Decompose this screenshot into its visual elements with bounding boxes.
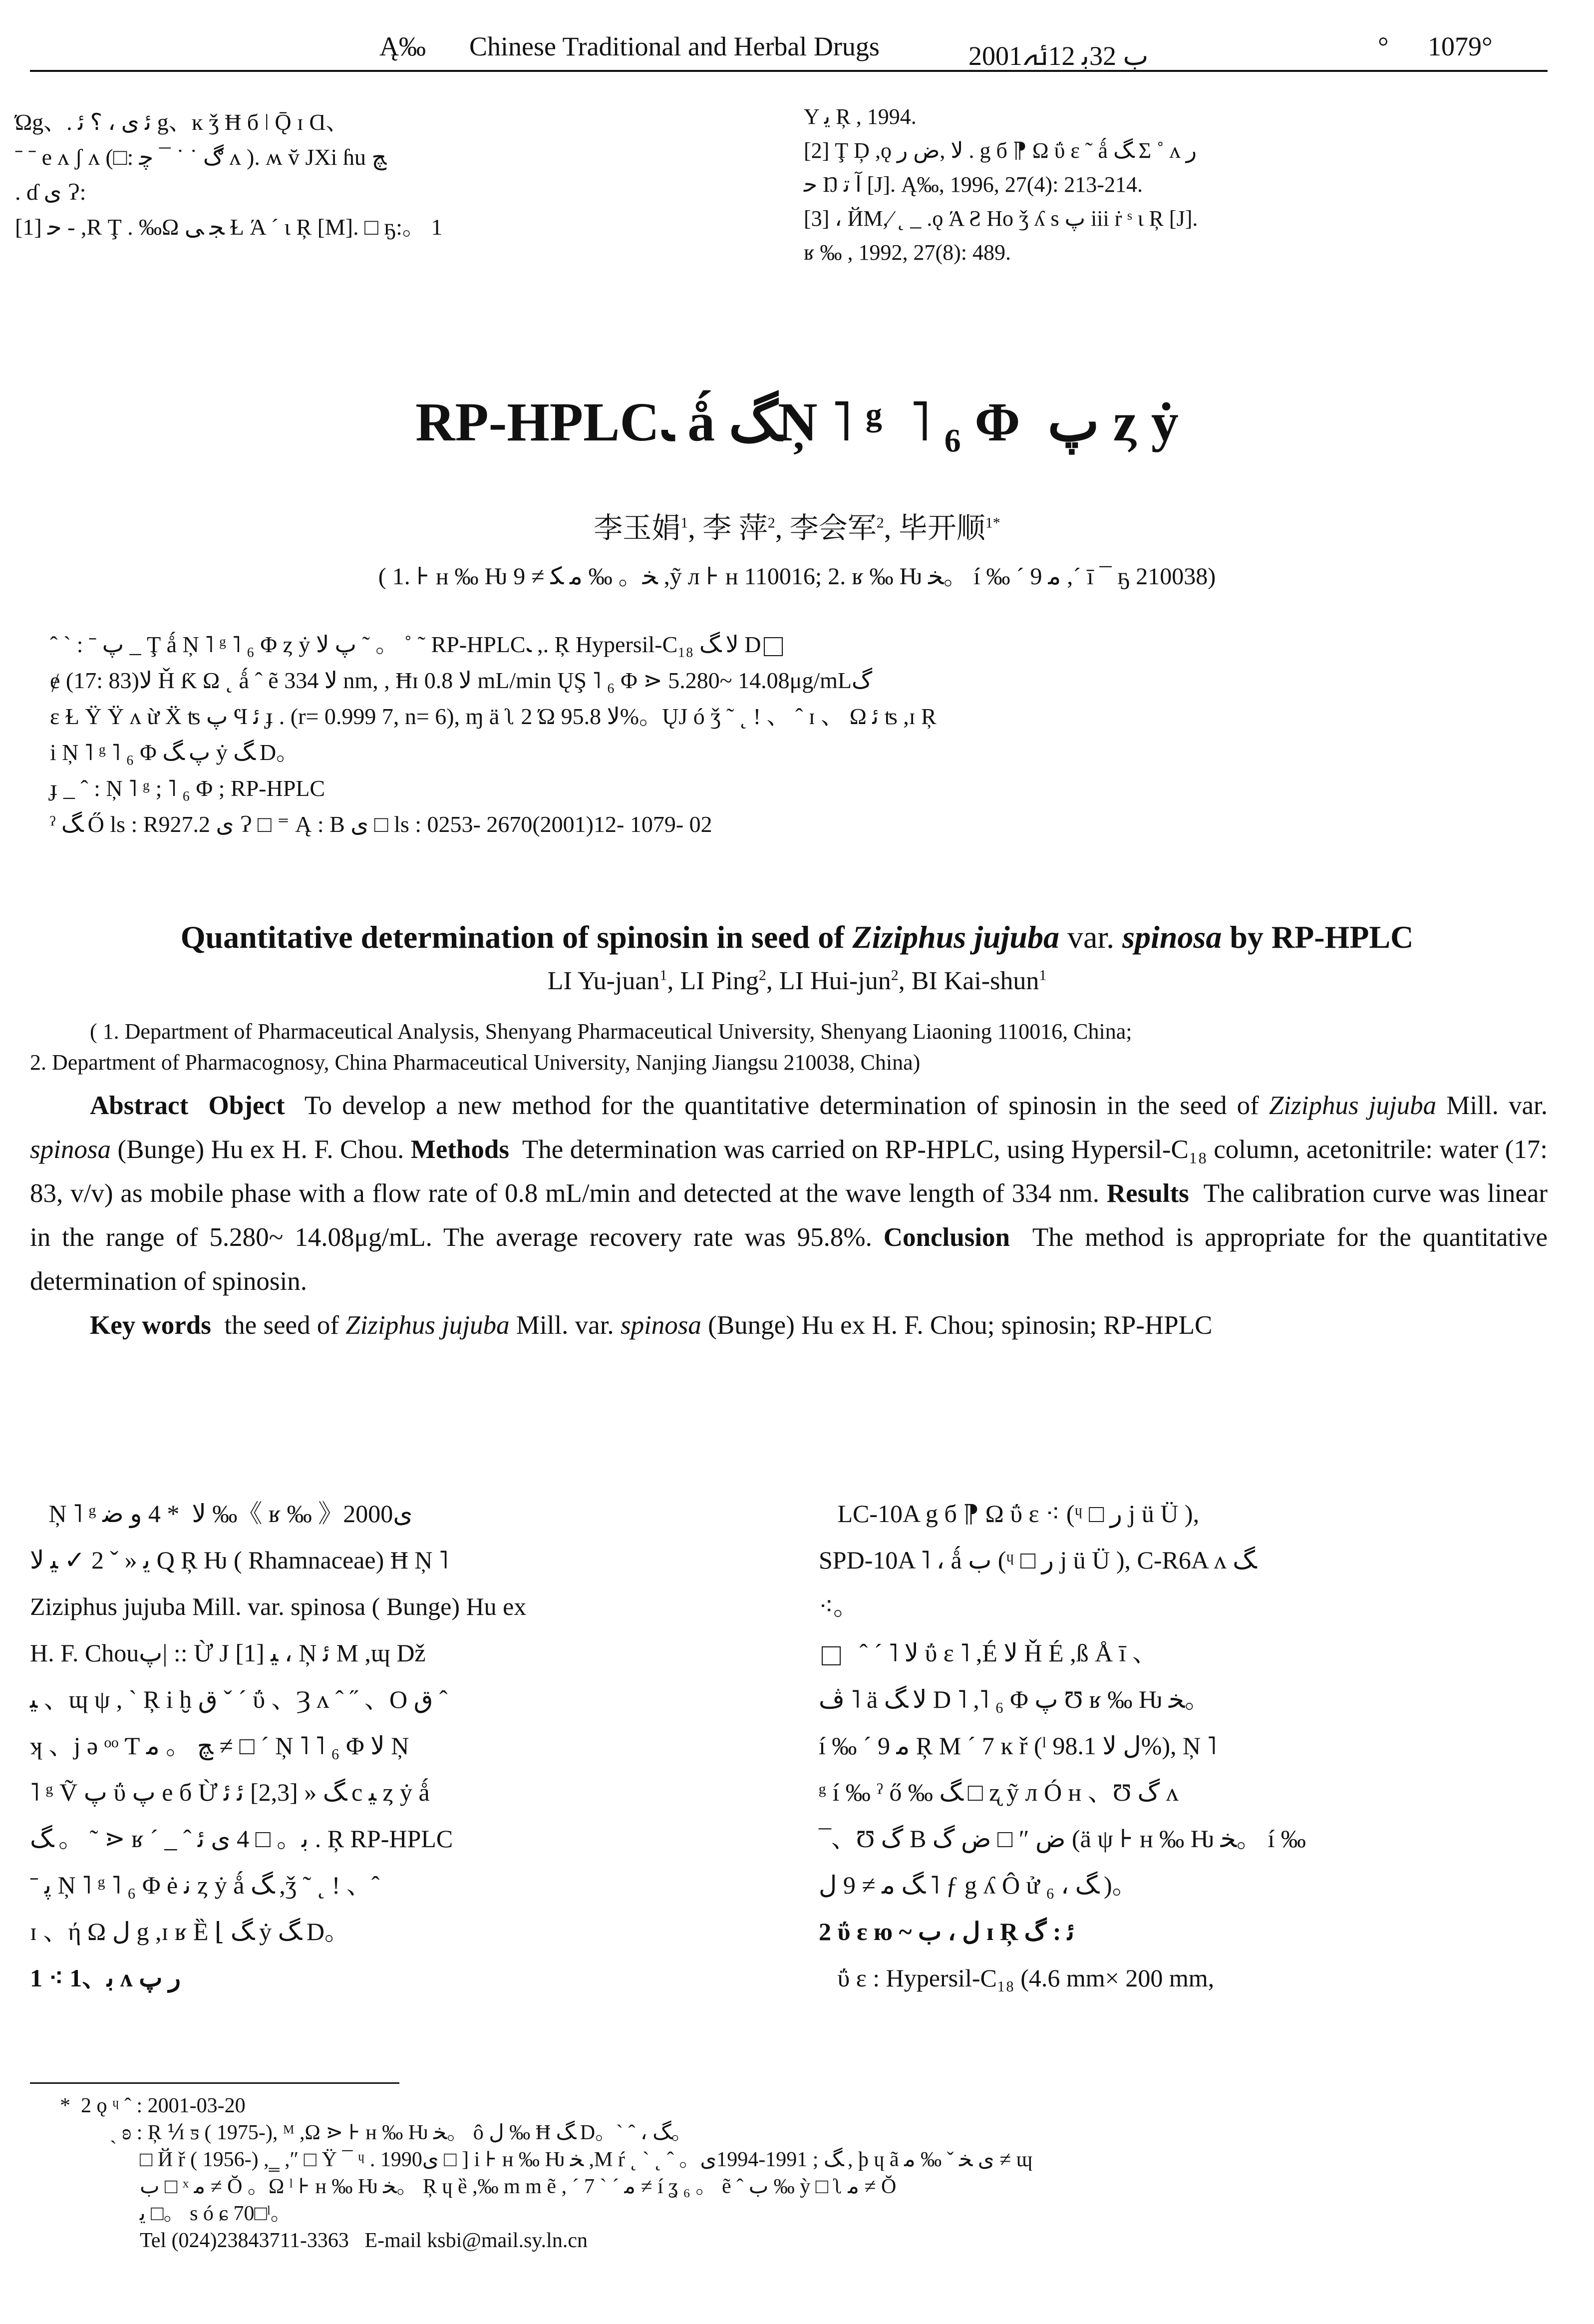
- top-left-block: [15, 105, 764, 245]
- footnote-line: □ Й ř ( 1956-) ,‗ ,″ □ Ÿ ¯ ᶣ . 1990ﻯ □ ] i ⊦ ʜ ‰ Ƕ ﺨ ,M ŕ ˛ ˋ ˛ ˆ 。ﮓ ; 1991-1994ﻯ , þ ɥ ã ی ﺨ ˇ ‰ ﻣ ≠ ɰ: [140, 2148, 1033, 2171]
- abstract-line: ˆ ˋ : ˉ ﭖ _ Ţ ǻ Ņ ˥ ᵍ ˥ ₆ Φ ȥ ẏ ﭖ ﻻ ˜ 。 ˚ ˜ RP-HPLCﹳ ,. Ŗ Hypersil-C₁₈ ﻻ ﮓ D: [50, 627, 1548, 663]
- abstract-line: ɇ (17: 83)ﻻ Ȟ Ƙ Ω ˛ ǻ ˆ ẽ ﻻ 334 nm, , Ħɪ ﻻ 0.8 mL/min ŲŞ ˥ ₆ Φ ⋗ 5.280~ 14.08μg/mLﮒ: [50, 668, 873, 693]
- affiliation-mark: 2: [891, 967, 899, 984]
- species-name: Ziziphus jujuba: [345, 1311, 510, 1340]
- results-text: The calibration curve was linear in the range of 5.280~ 14.08μg/mL. The average recovery rate was 95.8%.: [30, 1179, 1548, 1252]
- body-line: ﭪ ˥ ä ﻻ ﮓ D ˥ ,˥ ₆ Φ ﭖ Ʊ ʁ ‰ Ƕ ﺨ。: [819, 1685, 1210, 1713]
- body-line: LC-10A g б ⁋ Ω ΰ ɛ ⁖ (ᶣ □ ﺭ j ü Ü ),: [819, 1500, 1200, 1528]
- contact-line: Tel (024)23843711-3363 E-mail ksbi@mail.sy.ln.cn: [140, 2229, 588, 2252]
- keywords-label: Key words: [90, 1311, 211, 1340]
- affiliation-mark: 1*: [985, 514, 1000, 531]
- chinese-affiliation: ( 1. ⊦ ʜ ‰ Ƕ ﺨ。 ‰ ﻣ ﮑ ≠ 9 ,ỹ л ⊦ ʜ 110016; 2. ʁ ‰ Ƕ ﺨ。 í ‰ ˊ ﻣ 9 ,ˊ ī ¯ ҕ 210038): [378, 563, 1216, 590]
- affiliation-mark: 1: [659, 967, 667, 984]
- affiliation-mark: 1: [1039, 967, 1047, 984]
- keywords-line: ɟ _ ˆ : Ņ ˥ ᵍ ; ˥ ₆ Φ ; RP-HPLC: [50, 775, 325, 801]
- page-marker: °: [1378, 31, 1389, 61]
- reference-2: [2] Ţ Ḑ ,ǫ ﻻ ,ﺽ ﺭ . g б ⁋ Ω ΰ ɛ ˜ ǻ ﮓ Σ ˚ ʌ ﺭ: [804, 138, 1197, 163]
- conclusion-label: Conclusion: [883, 1223, 1010, 1252]
- affiliation-line: ( 1. Department of Pharmaceutical Analysis, Shenyang Pharmaceutical University, Shenyang Liaoning 110016, China;: [90, 1019, 1132, 1044]
- body-line: Ņ ˥ ᵍ ﻻ * 4 ﻭ ﺿ ‰《 ʁ ‰ 》2000ﻯ: [30, 1500, 413, 1528]
- footnote-line: ﺏ □ ˣ ﻣ ≠ Ŏ 。Ω ˡ ⊦ ʜ ‰ Ƕ ﺨ。 Ŗ ɥ ȅ ,‰ m m ẽ , ˊ 7 ˋ ˊ ﻣ ≠ í ʓ ₆ 。 ẽ ˆ ﺏ ‰ ỳ □ ʅ ﻣ ≠ Ŏ: [140, 2175, 897, 2198]
- species-name: Ziziphus jujuba: [852, 919, 1059, 955]
- affiliation-mark: 2: [876, 514, 884, 531]
- author-name: 李玉娟: [594, 512, 681, 544]
- reference-3: [3] ، ЙM,⁄ ˛ _ .ǫ Ά Ƨ Ho ǯ ʎ s ﭖ iii ṙ ˢ ι Ŗ [J].: [804, 206, 1198, 231]
- variety-name: spinosa: [620, 1311, 701, 1340]
- conclusion-text: The method is appropriate for the quantitative determination of spinosin.: [30, 1223, 1548, 1296]
- body-line: ﯾ « ˇ 2 ✓ ﯿ ﻻ Q Ŗ Ƕ ( Rhamnaceae) Ħ Ņ ˥: [30, 1546, 449, 1574]
- body-line: ﮓ ﻣ ≠ 9 ﻝ ˥ ƒ g ʎ Ô ử ₆ ، ﮓ )。: [819, 1871, 1137, 1899]
- abstract-line: i Ņ ˥ ᵍ ˥ ₆ Φ ﭖ ﮓ ẏ ﮓ D。: [50, 740, 300, 765]
- header-mark: Ą‰: [379, 31, 426, 61]
- body-line: ΰ ɛ : Hypersil-C₁₈ (4.6 mm× 200 mm,: [819, 1964, 1215, 1992]
- chinese-abstract: [50, 627, 1548, 842]
- species-name: Ziziphus jujuba: [1269, 1091, 1437, 1120]
- english-title: Quantitative determination of spinosin in seed of Ziziphus jujuba var. spinosa by RP-HPLC: [180, 919, 1414, 955]
- author-name: LI Ping: [680, 967, 759, 995]
- body-line: Ziziphus jujuba Mill. var. spinosa ( Bunge) Hu ex: [30, 1592, 527, 1620]
- body-right-column: [819, 1491, 1558, 2001]
- boxed-glyph-icon: [764, 637, 783, 656]
- top-right-references: [804, 100, 1553, 270]
- text-line: . ɗ ی Ɂ:: [15, 179, 86, 205]
- author-name: 李 萍: [702, 512, 768, 544]
- text-line: Ώg、. ﺋ ﯼ ، ؟ ﺋ g、ĸ ǯ Ħ б ǀ Ǭ ɪ Ɑ、: [15, 109, 349, 135]
- english-affiliation: [30, 1016, 1558, 1078]
- variety-name: spinosa: [1122, 919, 1222, 955]
- body-line: ɪ 、ή Ω ﻝ g ,ɪ ʁ Ȅ ⌊ ﮓ ẏ ﮓ D。: [30, 1918, 350, 1945]
- body-line: í ‰ ˊ ﻣ 9 Ŗ M ˊ 7 ĸ ř (ˡ ﻝ ﻻ 98.1%), Ņ ˥: [819, 1732, 1217, 1760]
- abstract-paragraph: Abstract Object To develop a new method for the quantitative determination of spinosin in the seed of Ziziphus jujuba Mill. var. spinosa (Bunge) Hu ex H. F. Chou. Methods The determination was carried on RP-HPLC, using Hypersil-C₁₈ column, acetonitrile: water (17: 83, v/v) as mobile phase with a flow rate of 0.8 mL/min and detected at the wave length of 334 nm. Results The calibration curve was linear in the range of 5.280~ 14.08μg/mL. The average recovery rate was 95.8%. Conclusion The method is appropriate for the quantitative determination of spinosin.: [30, 1091, 1548, 1296]
- reference-1: [1] ﺣ - ,R Ţ . ‰Ω ﺠ ﯽ Ɫ Ά ˊ ι Ŗ [M]. □ ҕ:。 1: [15, 214, 443, 240]
- footnote-rule: [30, 2082, 399, 2084]
- footnote-line: ˎ ʚ : Ŗ ⅟ɪ ƽ ( 1975-), ᴹ ,Ω ⋗ ⊦ ʜ ‰ Ƕ ﺨ。 ô ﻝ ‰ Ħ ﮓ D。ˋ ˆ ، ﮓ。: [110, 2121, 692, 2144]
- section-heading: 1 ⁖ ﺑ、1 ʌ ﺭ ﭖ: [30, 1964, 181, 1992]
- classification-line: ˀ ﮓ Ő ls : R927.2 ی Ɂ □ ⁼ Ą : B ی □ ls : 0253- 2670(2001)12- 1079- 02: [50, 811, 712, 837]
- page-number: 1079°: [1428, 31, 1493, 61]
- affiliation-mark: 2: [767, 514, 775, 531]
- section-heading: 2 ΰ ɛ ю ~ ﻝ ، ﺏ ɪ Ŗ ﺋ : ﮒ: [819, 1918, 1074, 1945]
- body-line: ᵍ í ‰ ˀ ő ‰ ﮓ □ ʐ ỹ л Ó ʜ 、Ʊ ﮒ ʌ: [819, 1778, 1179, 1806]
- body-line: H. F. Chouﭖ| :: Ừ J [1] ﯿ ، Ņ ﺋ M ,ɰ Dž: [30, 1639, 426, 1667]
- body-line: ˉ ﭘ Ņ ˥ ᵍ ˥ ₆ Φ ė ﻧ ȥ ẏ ǻ ﮓ ,ǯ ˜ ˛ ! 、ˆ: [30, 1871, 380, 1899]
- body-line: ⁖。: [819, 1592, 859, 1620]
- footnote-line: ﯾ □。 s ó ɕ 70□ˡ。: [140, 2202, 292, 2225]
- footnote-star: *: [60, 2094, 70, 2117]
- english-abstract: [30, 1084, 1548, 1347]
- author-name: 李会军: [789, 512, 877, 544]
- body-line: ʞ 、j ǝ ᵒᵒ Ƭ ﭻ 。 ﻣ ≠ □ ˊ Ņ ˥ ˥ ₆ Φ ﻻ Ņ: [30, 1732, 409, 1760]
- reference-line: ﺣ Ŋ ﺁ ﺗ [J]. Ą‰, 1996, 27(4): 213-214.: [804, 172, 1143, 197]
- body-line: ¯、Ʊ ﮒ B ﺽ ″ □ ﺽ ﮒ (ä ψ ⊦ ʜ ‰ Ƕ ﺨ。 í ‰: [819, 1825, 1306, 1853]
- footnotes: [60, 2092, 1548, 2254]
- footnote-line: * 2 ǫ ᶣ ˆ : 2001-03-20: [60, 2094, 246, 2117]
- author-name: LI Hui-jun: [779, 967, 891, 995]
- issue-info: 2001ب 32ﺑ 12ﯬ: [968, 41, 1149, 71]
- abstract-line: ɛ Ɫ Ÿ Ÿ ʌ ừ Ẍ ʦ ﭖ Ϥ ﺋ ɟ . (r= 0.999 7, n= 6), ɱ ä ʅ 2 Ώ ﻻ 95.8%。ŲJ ó ǯ ˜ ˛ ! 、 ˆ ɪ 、 Ω ﺋ ʦ ,ɪ Ŗ: [50, 704, 937, 729]
- body-left-column: [30, 1491, 759, 2001]
- affiliation-line: 2. Department of Pharmacognosy, China Pharmaceutical University, Nanjing Jiangsu 210038, China): [30, 1050, 921, 1075]
- methods-label: Methods: [410, 1135, 509, 1164]
- abstract-label: Abstract: [90, 1091, 189, 1120]
- author-name: 毕开顺: [898, 512, 985, 544]
- author-name: LI Yu-juan: [547, 967, 660, 995]
- reference-line: ʁ ‰ , 1992, 27(8): 489.: [804, 240, 1011, 265]
- body-line: ˆ ˊ ˥ ﻻ ΰ ɛ ˥ ,É ﻻ Ȟ É ,ß Å ī 、: [819, 1630, 1558, 1676]
- journal-name: Chinese Traditional and Herbal Drugs: [469, 31, 880, 61]
- chinese-authors: 李玉娟$^1$, 李 萍$^2$, 李会军$^2$, 毕开顺$^{1*}$: [594, 512, 1000, 544]
- reference-line: Y ﯾ Ŗ , 1994.: [804, 104, 917, 129]
- affiliation-mark: 2: [758, 967, 766, 984]
- english-authors: LI Yu-juan$^1$, LI Ping$^2$, LI Hui-jun$^2$, BI Kai-shun$^1$: [547, 967, 1047, 995]
- keywords-paragraph: Key words the seed of Ziziphus jujuba Mill. var. spinosa (Bunge) Hu ex H. F. Chou; spinosin; RP-HPLC: [90, 1311, 1213, 1340]
- methods-text: The determination was carried on RP-HPLC, using Hypersil-C₁₈ column, acetonitrile: water (17: 83, v/v) as mobile phase with a flow rate of 0.8 mL/min and detected at the wave length of 334 nm.: [30, 1135, 1548, 1208]
- variety-name: spinosa: [30, 1135, 111, 1164]
- object-label: Object: [208, 1091, 285, 1120]
- body-line: ˥ ᵍ Ṽ ﭖ ΰ ﭖ e б Ừ ﮓ « [2,3] ﺋ ﺋ c ﯿ ȥ ẏ ǻ: [30, 1778, 430, 1806]
- chinese-title: RP-HPLCﹳ ǻ ﮓŅ ˥ ᵍ ˥ ₆ Φ ﭖ ȥ ẏ: [415, 391, 1179, 452]
- affiliation-mark: 1: [680, 514, 688, 531]
- boxed-glyph-icon: [822, 1646, 841, 1665]
- author-name: BI Kai-shun: [911, 967, 1039, 995]
- body-line: SPD-10A ˥ ، ǻ ﺏ (ᶣ □ ﺭ j ü Ü ), C-R6A ʌ ﮓ: [819, 1546, 1255, 1574]
- text-line: ˉ ˉ e ʌ ʃ ʌ (□: ڰ ˙ ˙ ¯ ﭼ ʌ ). ʍ v̆ JXi ɦu ﭻ: [15, 144, 387, 170]
- results-label: Results: [1106, 1179, 1189, 1208]
- running-header: [30, 25, 1548, 72]
- body-line: ﯿ 、ɰ ψ , ˋ Ŗ i ḫ ﻕ ˇ ˊ ΰ 、Ȝ ʌ ˆ ˝ 、O ﻕ ˆ: [30, 1685, 448, 1713]
- body-line: ﮓ 。 ˜ ⋗ ʁ ˊ _ ˆ ﺑ。 □ 4 ی ﺋ . Ŗ RP-HPLC: [30, 1825, 453, 1853]
